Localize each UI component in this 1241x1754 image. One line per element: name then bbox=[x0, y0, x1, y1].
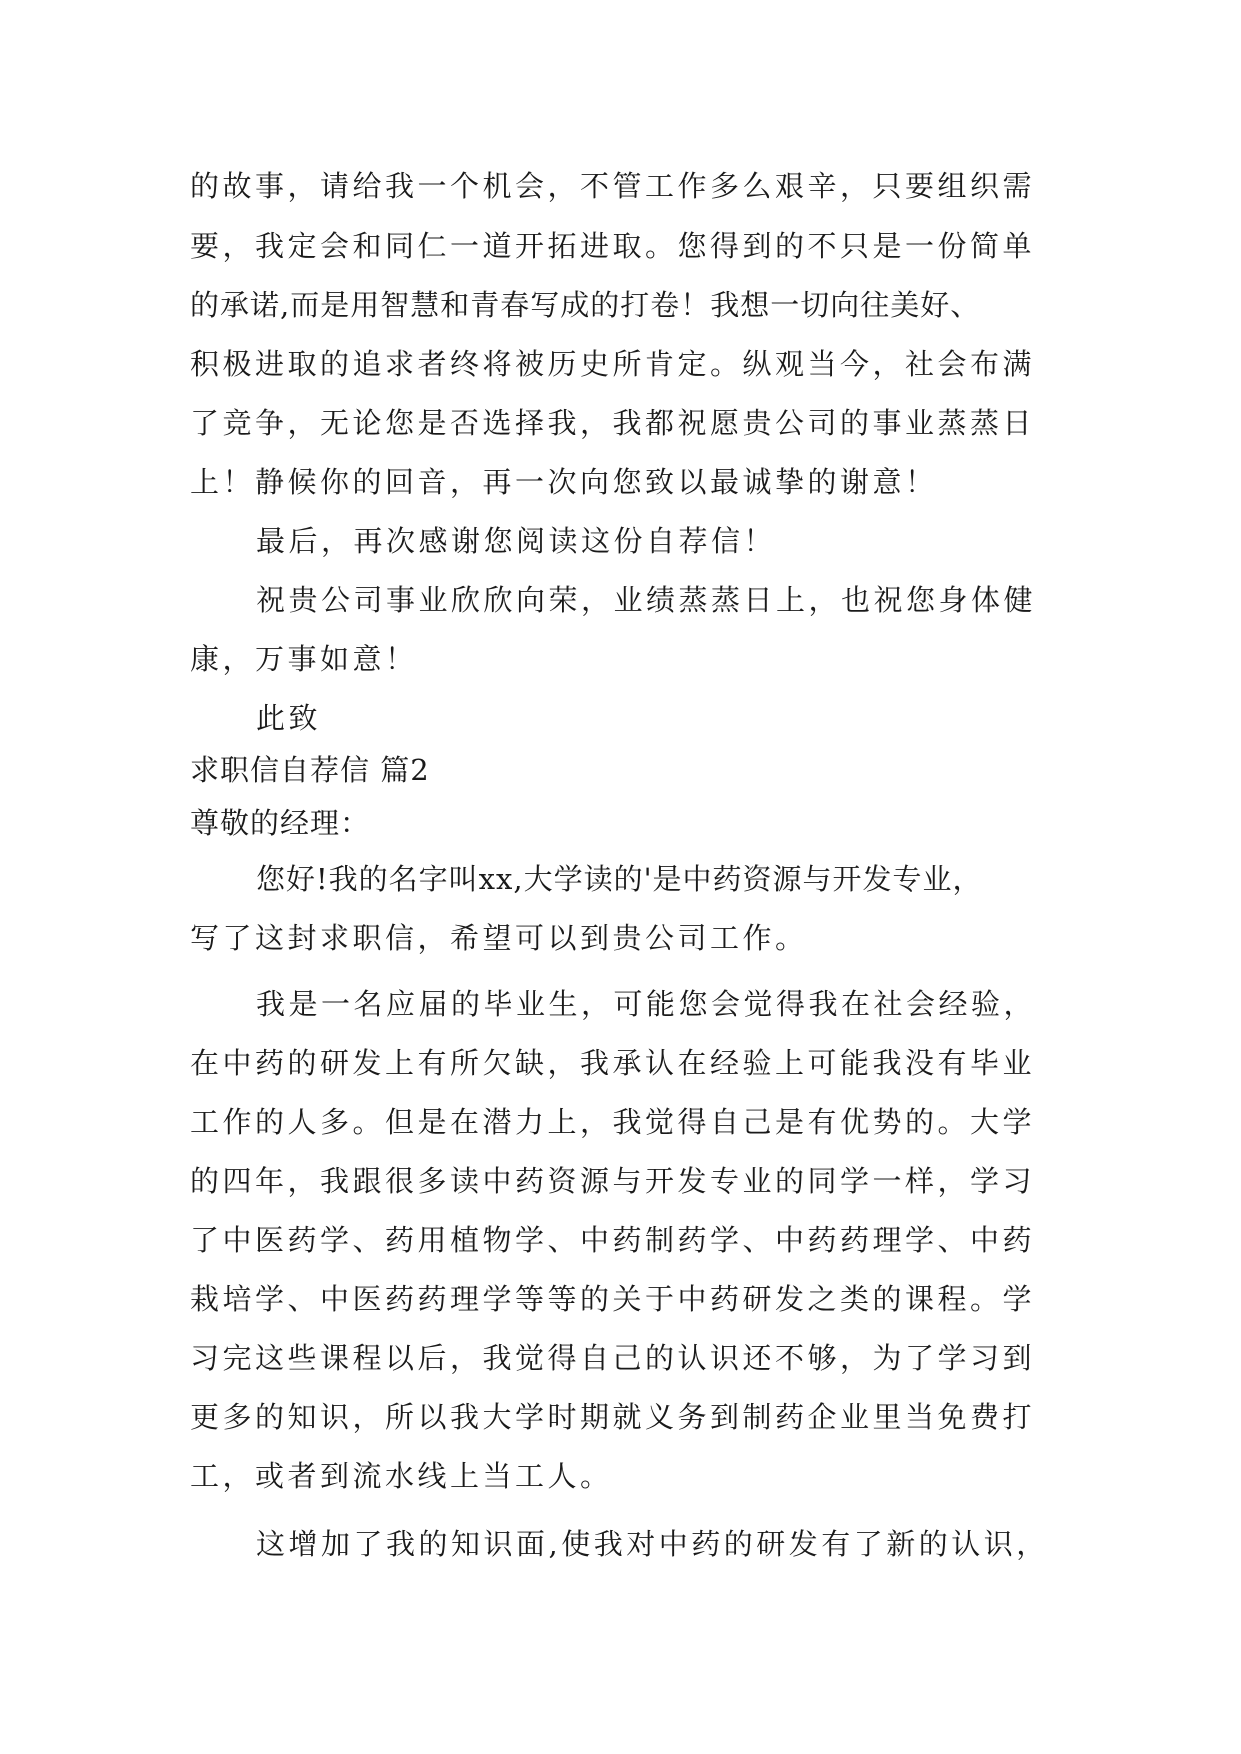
text-line: 栽培学、中医药药理学等等的关于中药研发之类的课程。学 bbox=[190, 1282, 1036, 1316]
text-line: 写了这封求职信，希望可以到贵公司工作。 bbox=[190, 921, 808, 955]
text-line: 的四年，我跟很多读中药资源与开发专业的同学一样，学习 bbox=[190, 1164, 1036, 1198]
text-line: 的承诺,而是用智慧和青春写成的打卷！我想一切向往美好、 bbox=[190, 288, 981, 322]
section-heading: 求职信自荐信 篇2 bbox=[190, 753, 430, 787]
text-line: 的故事，请给我一个机会，不管工作多么艰辛，只要组织需 bbox=[190, 169, 1036, 203]
text-line: 了中医药学、药用植物学、中药制药学、中药药理学、中药 bbox=[190, 1223, 1036, 1257]
text-line: 习完这些课程以后，我觉得自己的认识还不够，为了学习到 bbox=[190, 1341, 1036, 1375]
text-line: 您好!我的名字叫xx,大学读的'是中药资源与开发专业， bbox=[256, 862, 983, 896]
text-line: 此致 bbox=[256, 701, 322, 735]
text-line: 康，万事如意！ bbox=[190, 642, 418, 676]
text-line: 在中药的研发上有所欠缺，我承认在经验上可能我没有毕业 bbox=[190, 1046, 1036, 1080]
text-line: 要，我定会和同仁一道开拓进取。您得到的不只是一份简单 bbox=[190, 229, 1036, 263]
text-line: 积极进取的追求者终将被历史所肯定。纵观当今，社会布满 bbox=[190, 347, 1036, 381]
text-line: 工作的人多。但是在潜力上，我觉得自己是有优势的。大学 bbox=[190, 1105, 1036, 1139]
text-line: 更多的知识，所以我大学时期就义务到制药企业里当免费打 bbox=[190, 1400, 1036, 1434]
text-line: 这增加了我的知识面,使我对中药的研发有了新的认识， bbox=[256, 1527, 1049, 1561]
text-line: 最后，再次感谢您阅读这份自荐信！ bbox=[256, 524, 777, 558]
text-line: 上！静候你的回音，再一次向您致以最诚挚的谢意！ bbox=[190, 465, 938, 499]
text-line: 工，或者到流水线上当工人。 bbox=[190, 1459, 613, 1493]
text-line: 了竞争，无论您是否选择我，我都祝愿贵公司的事业蒸蒸日 bbox=[190, 406, 1036, 440]
text-line: 我是一名应届的毕业生，可能您会觉得我在社会经验， bbox=[256, 987, 1037, 1021]
text-line: 祝贵公司事业欣欣向荣，业绩蒸蒸日上，也祝您身体健 bbox=[256, 583, 1037, 617]
salutation: 尊敬的经理： bbox=[190, 806, 371, 840]
